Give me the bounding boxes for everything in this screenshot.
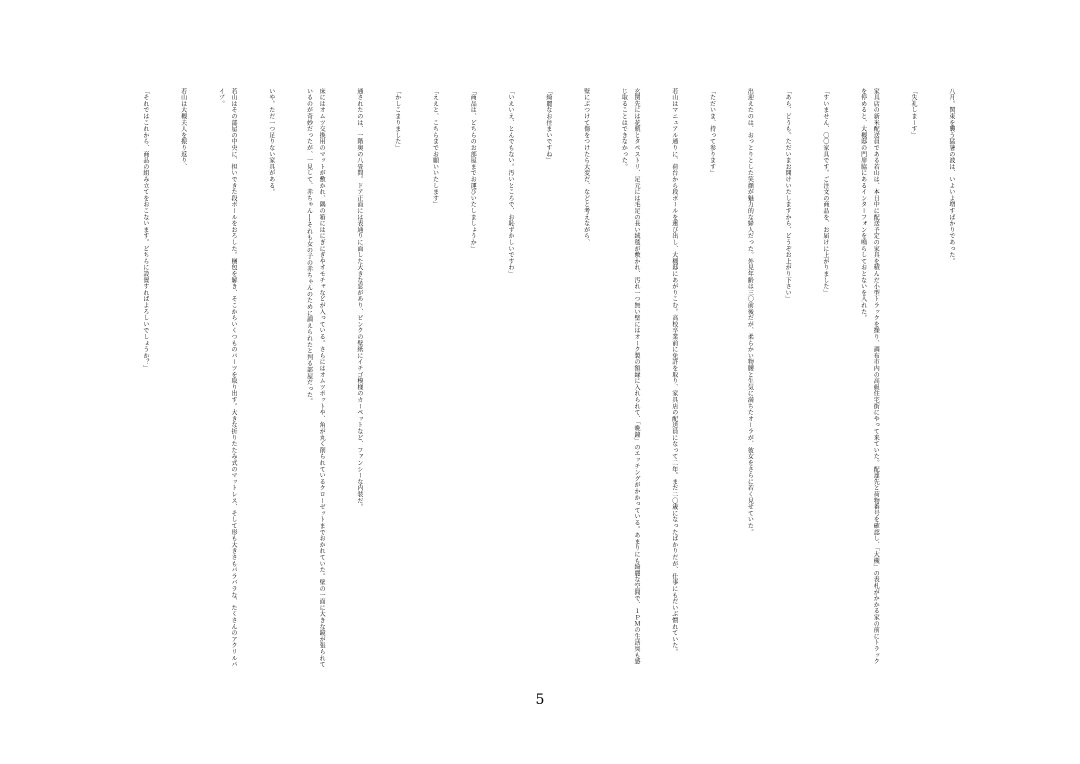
paragraph: 「商品は、どちらのお部屋までお運びいたしましょうか」 bbox=[469, 88, 477, 252]
paragraph: 八月。関東を襲う猛暑の波は、いよいよ増すばかりであった。 bbox=[947, 88, 955, 265]
paragraph: 玄関先には花瓶とタペストリ、足元には毛足の長い絨毯が敷かれ、汚れ一つ無い壁にはオーク製の額縁に入れられて、「晩鐘」のエッチングがかかっている。あまりにも綺麗な空間で、１ＰＭの生活臭も感じ取ることはできなかった。 bbox=[620, 88, 640, 665]
paragraph: 「いえいえ、とんでもない。汚いところで、お恥ずかしいですわ」 bbox=[507, 88, 515, 277]
paragraph: 若山はマニュアル通りに、荷台から段ボールを運び出し、大槻邸にあがりこむ。高校卒業前に免許を取り、家具店の配送員になって二年。まだ二〇歳になったばかりだが、仕事にもだいぶ慣れていた。 bbox=[670, 88, 678, 655]
paragraph: 壁にぶつけて傷をつけたら大変だ、などと考えながら、 bbox=[582, 88, 590, 246]
vertical-text-body bbox=[113, 88, 982, 668]
paragraph: いや。ただ一つ足りない家具がある。 bbox=[267, 88, 275, 196]
paragraph: 床にはオムツ交換用のマットが敷かれ、隅の箱にはにぎにぎやオモチャなどが入っている。さらにはオムツポットや、角が丸く削られているクローゼットまでおかれていた。壁の一面に大きな鏡が張られているのが奇妙だったが、一見して、赤ちゃん──それも女の子の赤ちゃんのために調えられたと判る部屋だった。 bbox=[305, 88, 326, 668]
paragraph: 「あら、どうも。ただいまお開けいたしますから、どうぞお上がり下さい」 bbox=[784, 88, 792, 303]
page-number: 5 bbox=[535, 692, 545, 708]
paragraph: 「ただいま、持って参ります」 bbox=[708, 88, 716, 177]
paragraph: 通されたのは、一階奥の八畳間。ドア正面には表通りに面した大きな窓があり、ピンクの壁紙にイチゴ模様のカーペットなど、ファンシーな内装だ。 bbox=[355, 88, 363, 511]
paragraph: 「それではこれから、商品の組み立てをおこないます。どちらに設置すればよろしいでしょうか？」 bbox=[141, 88, 149, 372]
paragraph: 「失礼しまーす」 bbox=[910, 88, 918, 139]
paragraph: 「ええと、こちらまでお願いいたします」 bbox=[431, 88, 439, 208]
paragraph: 若山は大槻夫人を振り返り、 bbox=[179, 88, 187, 170]
paragraph: 家具店の新米配送員である若山は、本日中に配送予定の家具を積んだ小型トラックを操り、調布市内の高級住宅街にやって来ていた。配達先と荷物番号を確認し、「大槻」の表札がかかる家の前にトラックを停めると、大槻邸の門扉脇にあるインターフォンを鳴らしておとないを入れた。 bbox=[859, 88, 880, 665]
paragraph: 「すいません、〇〇家具です。ご注文の商品を、お届けに上がりました」 bbox=[821, 88, 829, 296]
paragraph: 「綺麗なお住まいですね」 bbox=[544, 88, 552, 164]
paragraph: 出迎えたのは、おっとりとした笑顔が魅力的な婦人だった。外見年齢は三〇前後だが、柔らかい物腰と生気に満ちたオーラが、彼女をさらに若く見せていた。 bbox=[746, 88, 754, 536]
paragraph: 若山はその部屋の中央に、担いできた段ボールをおろした。梱包を解き、そこからいくつものパーツを取り出す。大きな折りたたみ式のマットレス、そして形も大きさもバラバラな、たくさんのアクリルパイプ。 bbox=[217, 88, 237, 668]
paragraph: 「かしこまりました」 bbox=[393, 88, 401, 151]
